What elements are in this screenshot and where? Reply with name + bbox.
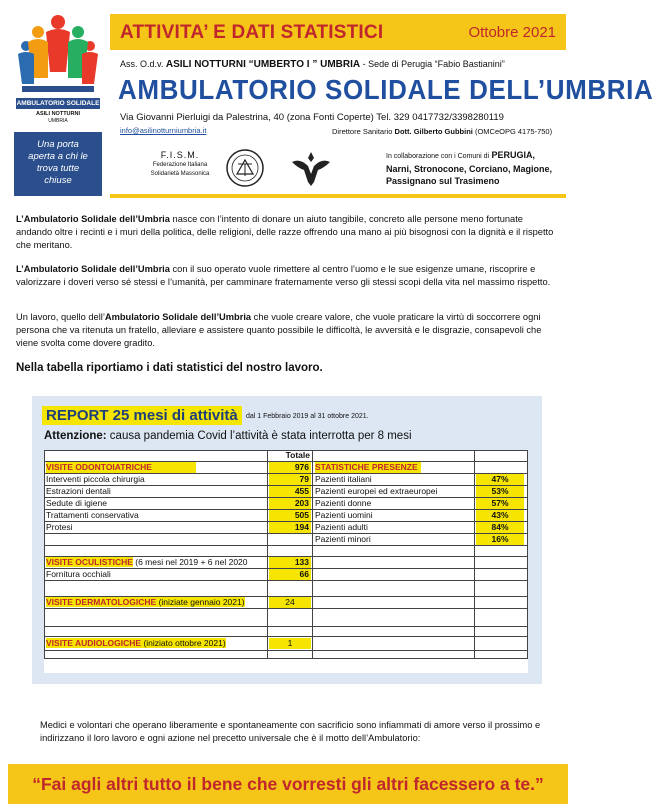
collab-city: PERUGIA,: [491, 150, 536, 160]
table-rule: [44, 650, 528, 651]
assoc-prefix: Ass. O.d.v.: [120, 59, 164, 69]
collab-cities: Narni, Stronocone, Corciano, Magione,: [386, 164, 553, 174]
report-title: REPORT 25 mesi di attività: [42, 406, 242, 425]
table-rule: [44, 533, 528, 534]
director-reg: (OMCeOPG 4175-750): [474, 127, 553, 136]
section-label-oculistiche: VISITE OCULISTICHE: [46, 557, 133, 567]
table-rule: [44, 636, 528, 637]
logo-caption: AMBULATORIO SOLIDALE: [16, 100, 100, 107]
section-note: (iniziate gennaio 2021): [156, 597, 245, 607]
org-name: L’Ambulatorio Solidale dell’Umbria: [16, 264, 170, 274]
row-label: Protesi: [46, 522, 73, 532]
title-bar: [110, 14, 566, 50]
logo: [14, 8, 102, 128]
section-label-audiologiche: VISITE AUDIOLOGICHE: [46, 638, 142, 648]
director-line: [332, 127, 552, 136]
stat-value: 57%: [476, 498, 524, 509]
audiologiche-row: [46, 638, 226, 649]
stat-label: Pazienti minori: [315, 534, 371, 544]
header-divider: [110, 194, 566, 198]
closing-paragraph: Medici e volontari che operano liberamente e spontaneamente con sacrificio sono infiammati di amore verso il prossimo e indirizzano il loro lavoro e ogni azione nel precetto universale che è il motto dell’Ambulatorio:: [40, 720, 541, 743]
stat-value: 53%: [476, 486, 524, 497]
stat-value: 84%: [476, 522, 524, 533]
stat-value: 16%: [476, 534, 524, 545]
director-name: Dott. Gilberto Gubbini: [394, 127, 473, 136]
report-month: Ottobre 2021: [468, 24, 556, 41]
row-label: Trattamenti conservativa: [46, 510, 139, 520]
table-rule: [44, 450, 45, 659]
total-value: 976: [269, 462, 311, 473]
total-value: 133: [269, 557, 311, 568]
organization-title: AMBULATORIO SOLIDALE DELL’UMBRIA: [118, 73, 653, 106]
row-value: 194: [269, 522, 311, 533]
eagle-emblem-icon: [290, 148, 332, 188]
fism-logo: [150, 150, 210, 178]
table-lead: Nella tabella riportiamo i dati statistici del nostro lavoro.: [16, 362, 323, 374]
motto-line: chiuse: [44, 175, 72, 186]
motto-line: aperta a chi le: [28, 151, 88, 162]
row-value: 203: [269, 498, 311, 509]
stat-label: Pazienti uomini: [315, 510, 373, 520]
collab-intro: In collaborazione con i Comuni di: [386, 153, 490, 160]
collaboration-box: [386, 149, 566, 187]
paragraph-text: nasce con l’intento di donare un aiuto tangibile, concreto alle persone meno fortunate andando oltre i recinti e i muri della politica, delle religioni, delle razze offrendo una mano ai più bisognosi con la dignità e il rispetto che meritano.: [16, 214, 554, 250]
motto-line: Una porta: [37, 139, 79, 150]
note-label: Attenzione:: [44, 430, 107, 442]
paragraph-text: con il suo operato vuole rimettere al centro l’uomo e le sue esigenze umane, riscoprire e valorizzare i doveri verso sé stessi e l’umanità, per camminare fraternamente verso gli stessi scopi della vita nel massimo rispetto.: [16, 264, 551, 287]
table-rule: [527, 450, 528, 659]
table-rule: [44, 626, 528, 627]
note-text: causa pandemia Covid l’attività è stata interrotta per 8 mesi: [106, 430, 412, 442]
org-name: Ambulatorio Solidale dell’Umbria: [104, 312, 252, 322]
table-rule: [44, 658, 528, 659]
table-rule: [44, 608, 528, 609]
assoc-name: ASILI NOTTURNI “UMBERTO I ” UMBRIA: [165, 59, 361, 70]
table-rule: [267, 450, 268, 659]
table-rule: [312, 450, 313, 659]
section-note: (iniziato ottobre 2021): [141, 638, 226, 648]
motto-banner: [8, 764, 568, 804]
logo-region: UMBRIA: [48, 118, 68, 124]
total-value: 1: [269, 638, 311, 649]
report-note: [44, 430, 412, 442]
fism-subtitle: Solidarietà Massonica: [150, 171, 210, 177]
row-label: Estrazioni dentali: [46, 486, 111, 496]
row-value: 66: [269, 569, 311, 580]
report-period: dal 1 Febbraio 2019 al 31 ottobre 2021.: [246, 413, 369, 420]
row-value: 505: [269, 510, 311, 521]
report-panel: [32, 396, 542, 684]
row-label: Interventi piccola chirurgia: [46, 474, 145, 484]
stat-label: Pazienti europei ed extraeuropei: [315, 486, 438, 496]
mission-paragraph: [16, 263, 561, 289]
stat-label: Pazienti donne: [315, 498, 372, 508]
assoc-seat: - Sede di Perugia “Fabio Bastianini”: [362, 59, 505, 69]
paragraph-prefix: Un lavoro, quello dell’: [16, 312, 105, 322]
stats-header: STATISTICHE PRESENZE: [315, 462, 421, 473]
dermatologiche-row: [46, 597, 245, 608]
section-label-dermatologiche: VISITE DERMATOLOGICHE: [46, 597, 157, 607]
page-title: ATTIVITA’ E DATI STATISTICI: [120, 22, 384, 43]
association-line: [120, 59, 505, 70]
values-paragraph: [16, 311, 561, 350]
motto-line: trova tutte: [36, 163, 80, 174]
table-rule: [44, 545, 528, 546]
fism-title: F.I.S.M.: [160, 150, 200, 160]
stats-table: [44, 450, 528, 673]
table-rule: [44, 580, 528, 581]
intro-paragraph: [16, 213, 561, 252]
org-name: L’Ambulatorio Solidale dell’Umbria: [16, 214, 170, 224]
address: Via Giovanni Pierluigi da Palestrina, 40 (zona Fonti Coperte) Tel. 329 0417732/3398280119: [120, 112, 504, 123]
fism-subtitle: Federazione Italiana: [152, 162, 208, 168]
stat-value: 43%: [476, 510, 524, 521]
row-label: Fornitura occhiali: [46, 569, 111, 579]
stat-label: Pazienti adulti: [315, 522, 368, 532]
row-value: 455: [269, 486, 311, 497]
collab-cities: Passignano sul Trasimeno: [386, 176, 500, 186]
motto-quote: “Fai agli altri tutto il bene che vorresti gli altri facessero a te.”: [32, 774, 544, 794]
totale-header: Totale: [285, 450, 310, 460]
paragraph-text: che vuole creare valore, che vuole praticare la virtù di soccorrere ogni persona che va ritenuta un fratello, alleviare e assistere quanto possibile le difficoltà, le avversità e le disgrazie, consapevoli che viene svolta come dovere gradito.: [16, 312, 542, 348]
masonic-seal-icon: [225, 148, 265, 188]
director-label: Direttore Sanitario: [332, 127, 393, 136]
oculistiche-row: [46, 557, 248, 568]
total-value: 24: [269, 597, 311, 608]
row-label: Sedute di igiene: [46, 498, 107, 508]
logo-subtitle: ASILI NOTTURNI: [36, 111, 80, 117]
email-link[interactable]: info@asilinotturniumbria.it: [120, 126, 207, 135]
people-logo-icon: [18, 12, 98, 94]
stat-value: 47%: [476, 474, 524, 485]
section-note: (6 mesi nel 2019 + 6 nel 2020: [132, 557, 248, 567]
table-rule: [474, 450, 475, 659]
stat-label: Pazienti italiani: [315, 474, 372, 484]
section-label-odontoiatriche: VISITE ODONTOIATRICHE: [46, 462, 196, 473]
motto-box: [14, 132, 102, 196]
row-value: 79: [269, 474, 311, 485]
